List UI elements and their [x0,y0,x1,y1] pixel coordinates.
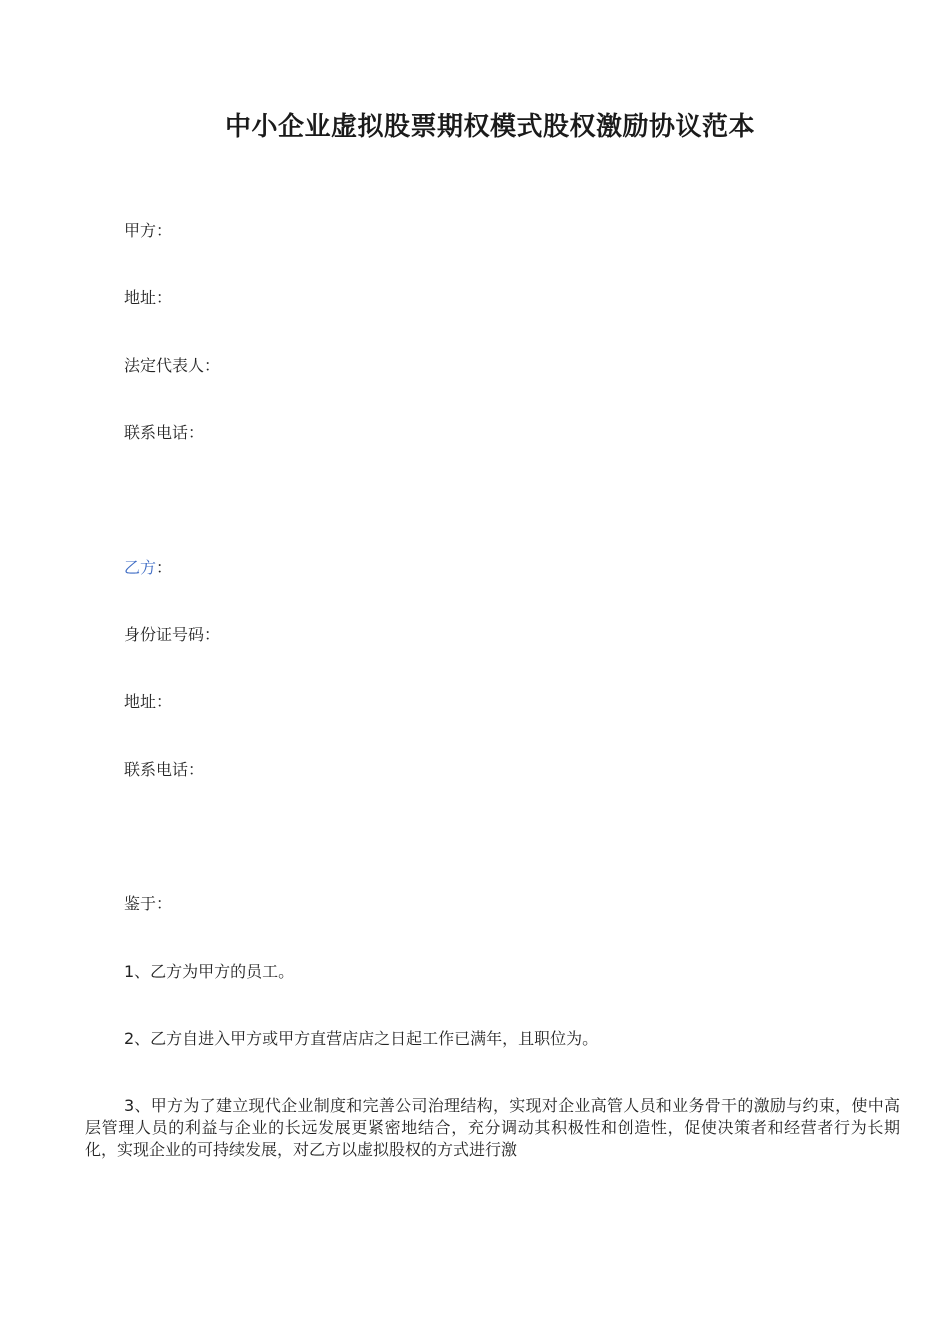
party-b-colon: ： [156,558,173,577]
party-b-address: 地址： [124,692,173,711]
clause-1: 1、乙方为甲方的员工。 [124,962,295,981]
party-a-phone: 联系电话： [124,423,205,442]
party-b-phone: 联系电话： [124,760,205,779]
party-a-legal-representative: 法定代表人： [124,356,221,375]
document-title: 中小企业虚拟股票期权模式股权激励协议范本 [224,112,755,142]
party-a-label: 甲方： [124,221,173,240]
clause-3: 3、甲方为了建立现代企业制度和完善公司治理结构，实现对企业高管人员和业务骨干的激励与约束，使中高层管理人员的利益与企业的长远发展更紧密地结合，充分调动其积极性和创造性，促使决策者和经营者行为长期化，实现企业的可持续发展，对乙方以虚拟股权的方式进行激 [85,1096,900,1159]
whereas-heading: 鉴于： [124,894,173,913]
party-b-label [124,557,172,579]
party-a-address: 地址： [124,288,173,307]
party-b-id-number: 身份证号码： [124,625,221,644]
clause-2: 2、乙方自进入甲方或甲方直营店店之日起工作已满年，且职位为。 [124,1029,599,1048]
party-b-link[interactable]: 乙方 [124,558,157,577]
